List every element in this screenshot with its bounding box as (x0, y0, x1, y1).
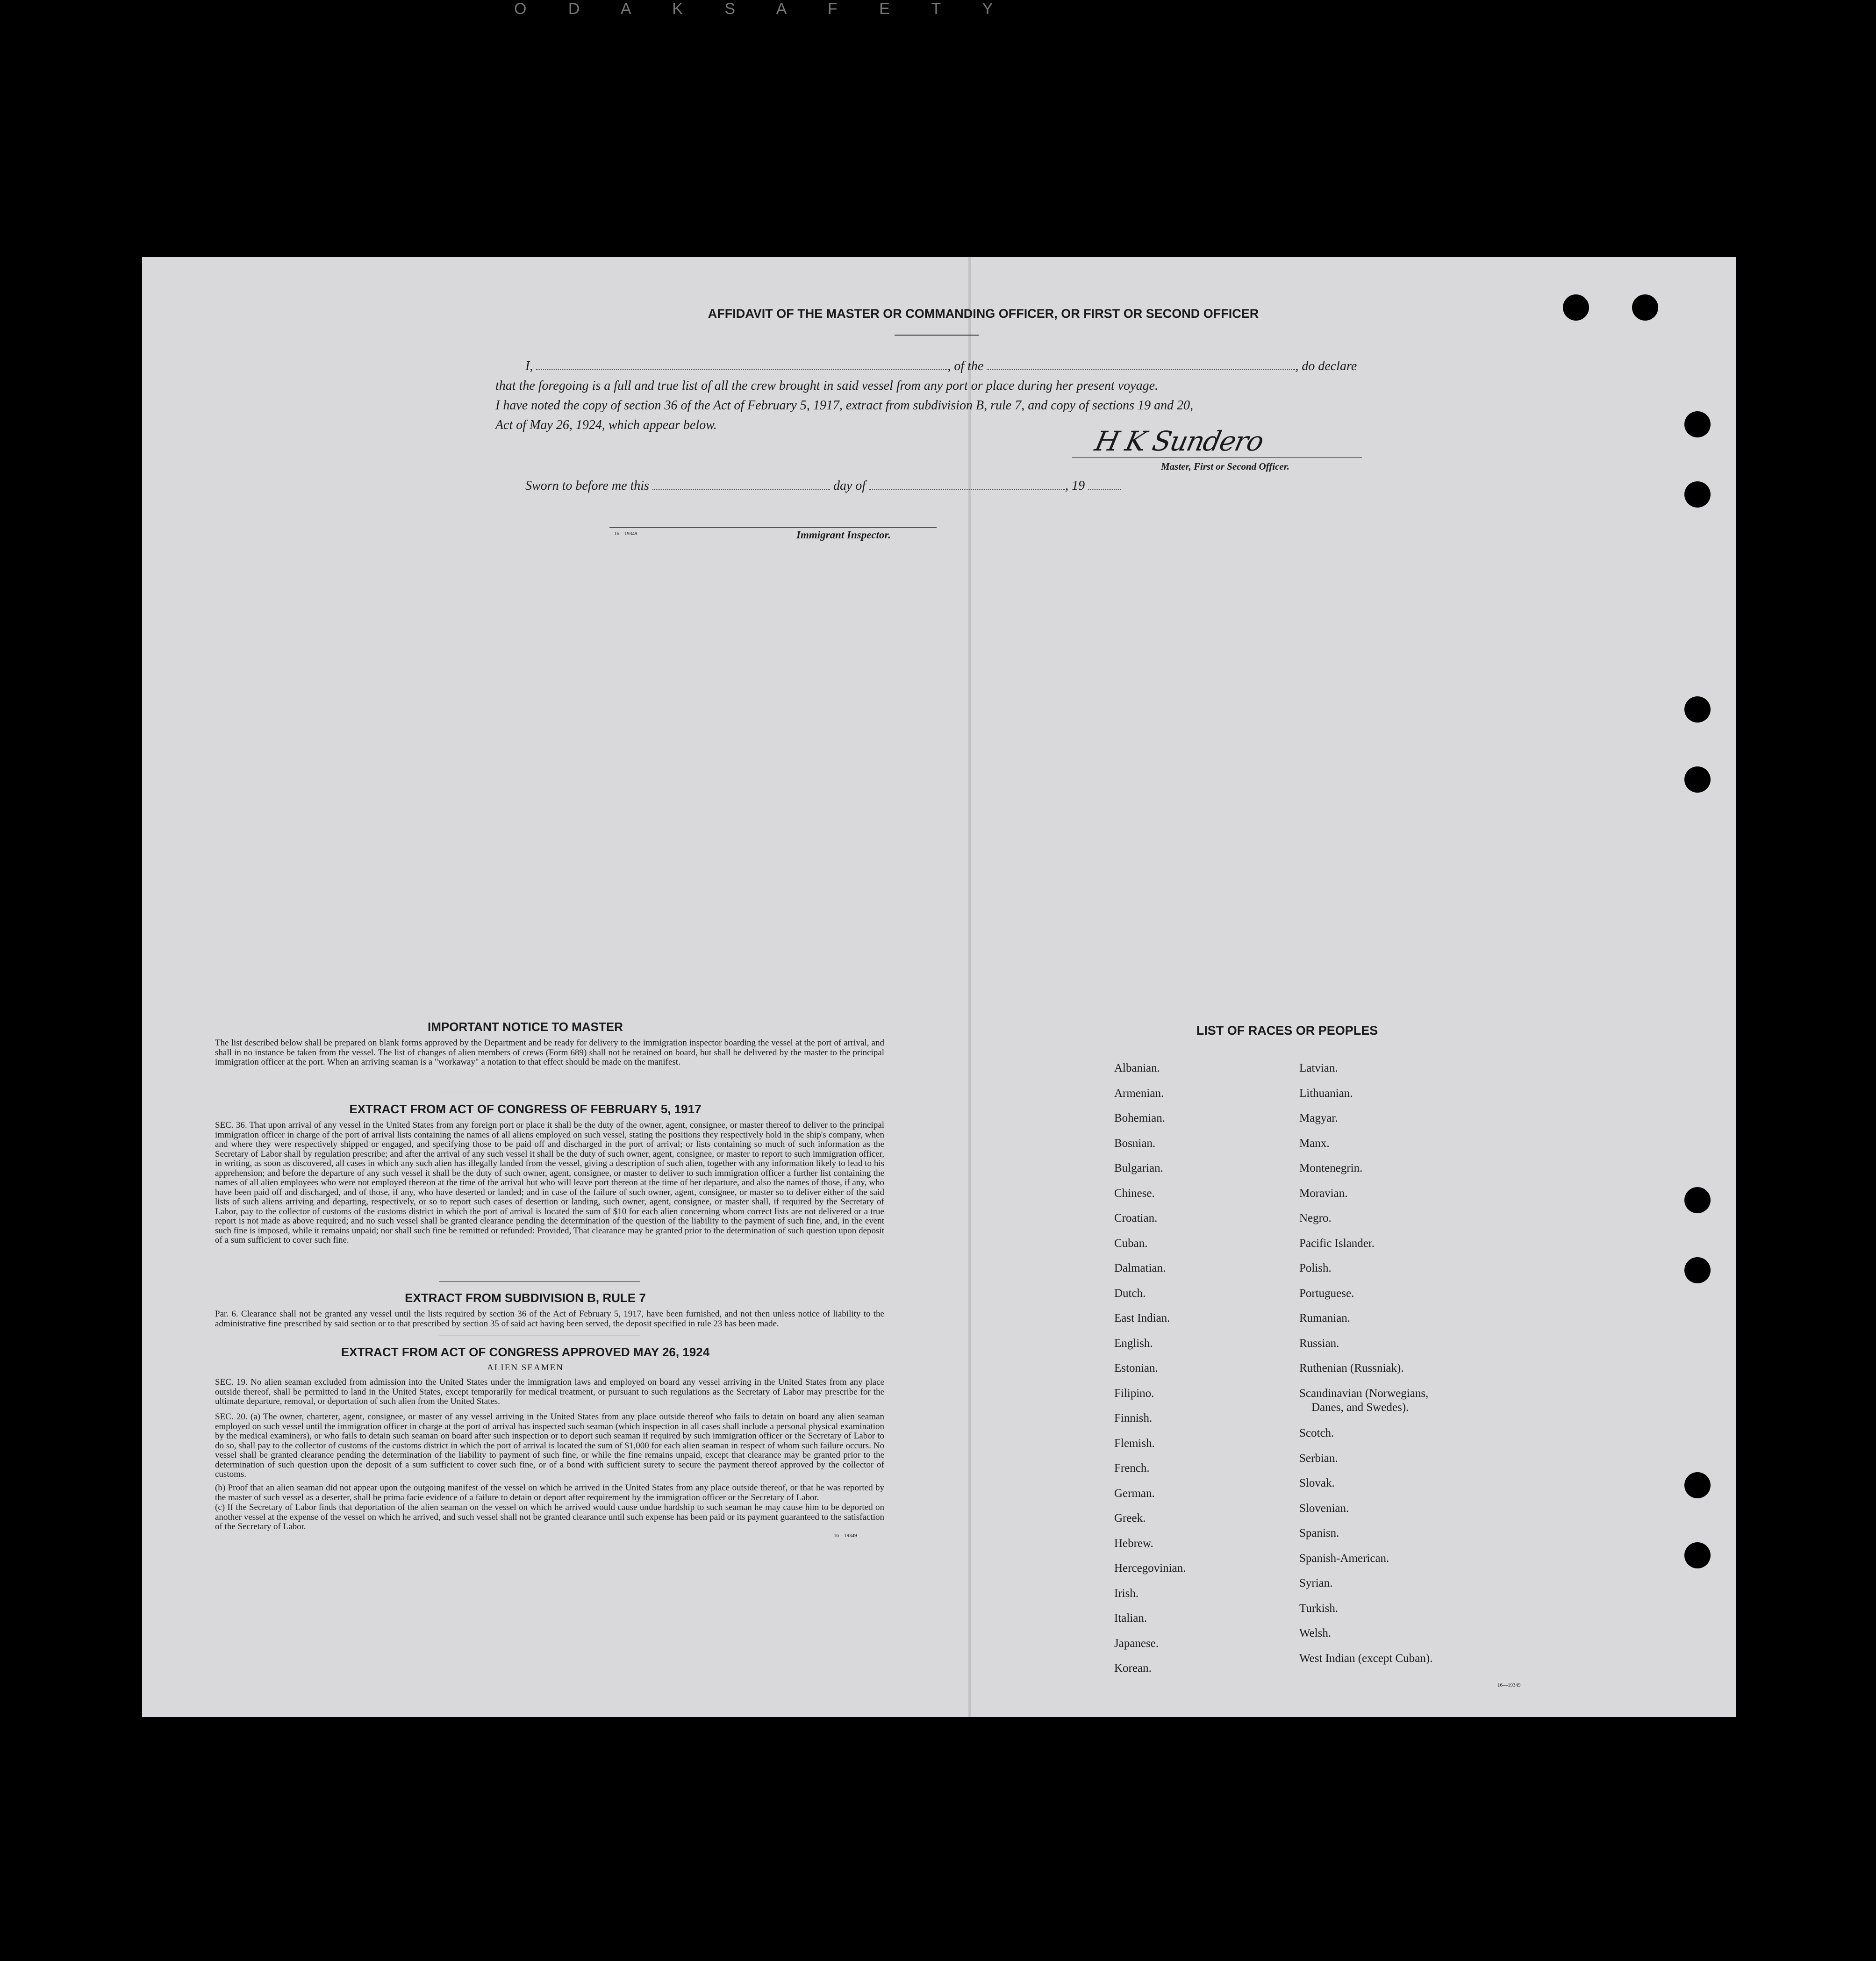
extract-1917-text: SEC. 36. That upon arrival of any vessel in the United States from any foreign port or place it shall be the duty of the owner, agent, consignee, or master thereof to deliver to the principal immigration officer in charge of the port of arrival lists containing the names of all aliens employed on such vessel, stating the positions they respectively hold in the ship's company, when and where they were respectively shipped or engaged, and specifying those to be paid off and discharged in the port of arrival; or lists containing so much of such information as the Secretary of Labor shall by regulation prescribe; and after the arrival of any such vessel it shall be the duty of such owner, agent, consignee, or master to report to such immigration officer, in writing, as soon as discovered, all cases in which any such alien has illegally landed from the vessel, giving a description of such alien, together with any information likely to lead to his apprehension; and before the departure of any such vessel it shall be the duty of such owner, agent, consignee, or master to deliver to such immigration officer a further list containing the names of all alien employees who were not employed thereon at the time of the arrival but who will leave port thereon at the time of her departure, and also the names of those, if any, who have been paid off and discharged, and of those, if any, who have deserted or landed; and in case of the failure of such owner, agent, consignee, or master so to deliver either of the said lists of such aliens arriving and departing, respectively, or so to report such cases of desertion or landing, such owner, agent, consignee, or master shall, if required by the Secretary of Labor, pay to the collector of customs of the customs district in which the port of arrival is located the sum of $10 for each alien concerning whom correct lists are not delivered or a true report is not made as above required; and no such vessel shall be granted clearance pending the determination of the question of the liability to the payment of such fine, and, in the event such fine is imposed, while it remains unpaid; nor shall such fine be remitted or refunded: Provided, That clearance may be granted prior to the determination of such question upon deposit of a sum sufficient to cover such fine. (215, 1120, 884, 1245)
extract-1917-title: EXTRACT FROM ACT OF CONGRESS OF FEBRUARY 5, 1917 (349, 1102, 702, 1116)
race-item: Manx. (1299, 1137, 1330, 1150)
document-page (142, 257, 1736, 1717)
race-item: Slovak. (1299, 1477, 1335, 1489)
inspector-label: Immigrant Inspector. (796, 529, 891, 541)
extract-1924-title: EXTRACT FROM ACT OF CONGRESS APPROVED MAY 26, 1924 (341, 1345, 710, 1359)
punch-hole (1684, 1542, 1711, 1568)
race-item: West Indian (except Cuban). (1299, 1652, 1433, 1665)
race-item: Croatian. (1114, 1212, 1158, 1224)
sec20a-text: SEC. 20. (a) The owner, charterer, agent, consignee, or master of any vessel arriving in the United States from any place outside thereof who fails to detain on board any alien seaman employed on such vessel until the immigration officer in charge at the port of arrival has inspected such seaman (which inspection in all cases shall include a personal physical examination by the medical examiners), or who fails to detain such seaman on board after such inspection or to deport such seaman if required by such immigration officer or the Secretary of Labor to do so, shall pay to the collector of customs of the customs district in which the port of arrival is located the sum of $1,000 for each alien seaman in respect of whom such failure occurs. No vessel shall be granted clearance pending the determination of the liability to payment of such fine, or while the fine remains unpaid, except that clearance may be granted prior to the determination of such question upon the deposit of a sum sufficient to cover such fine, or of a bond with sufficient surety to secure the payment thereof approved by the collector of customs. (215, 1412, 884, 1480)
race-item: Bohemian. (1114, 1112, 1166, 1124)
race-item: Serbian. (1299, 1452, 1338, 1465)
race-item: Spanisn. (1299, 1527, 1339, 1539)
notice-text: The list described below shall be prepared on blank forms approved by the Department and be ready for delivery to the immigration inspector boarding the vessel at the port of arrival, and shall in no instance be taken from the vessel. The list of changes of alien members of crews (Form 689) shall not be retained on board, but shall be delivered by the master to the principal immigration officer at the port. When an arriving seaman is a "workaway" a notation to that effect should be made on the manifest. (215, 1038, 884, 1067)
page-fold (968, 257, 971, 1717)
affidavit-line4: Act of May 26, 1924, which appear below. (495, 418, 717, 432)
races-form-number: 16—19349 (1497, 1682, 1521, 1688)
race-item: Danes, and Swedes). (1311, 1401, 1409, 1414)
race-item: Welsh. (1299, 1627, 1332, 1639)
sec19-text: SEC. 19. No alien seaman excluded from admission into the United States under the immigration laws and employed on board any vessel arriving in the United States from any place outside thereof, shall be permitted to land in the United States, except temporarily for medical treatment, or pursuant to such regulations as the Secretary of Labor may prescribe for the ultimate departure, removal, or deportation of such alien from the United States. (215, 1377, 884, 1407)
punch-hole (1684, 1257, 1711, 1283)
race-item: Scotch. (1299, 1427, 1334, 1439)
race-item: French. (1114, 1462, 1150, 1474)
inspector-line (609, 527, 937, 528)
film-edge-label: O D A K S A F E T Y (514, 0, 1012, 18)
race-item: Hercegovinian. (1114, 1562, 1186, 1575)
punch-hole (1632, 294, 1658, 321)
race-item: Moravian. (1299, 1187, 1348, 1200)
race-item: Bulgarian. (1114, 1162, 1163, 1174)
race-item: English. (1114, 1337, 1153, 1350)
race-item: Korean. (1114, 1662, 1152, 1675)
affidavit-i: I, (525, 359, 533, 373)
sec20c-text: (c) If the Secretary of Labor finds that deportation of the alien seaman on the vessel on which he arrived would cause undue hardship to such seaman he may cause him to be deported on another vessel at the expense of the vessel on which he arrived, and such vessel shall not be granted clearance until such expense has been paid or its payment guaranteed to the satisfaction of the Secretary of Labor. (215, 1503, 884, 1532)
races-title: LIST OF RACES OR PEOPLES (1196, 1023, 1378, 1038)
race-item: Flemish. (1114, 1437, 1155, 1450)
affidavit-form-number: 16—19349 (614, 531, 637, 537)
race-item: Ruthenian (Russniak). (1299, 1362, 1404, 1374)
race-item: Dalmatian. (1114, 1262, 1166, 1274)
signature-title: Master, First or Second Officer. (1161, 461, 1289, 472)
race-item: Magyar. (1299, 1112, 1338, 1124)
race-item: Greek. (1114, 1512, 1146, 1524)
master-signature: H K Sundero (1092, 425, 1266, 457)
sec20b-text: (b) Proof that an alien seaman did not appear upon the outgoing manifest of the vessel on which he arrived in the United States from any place outside thereof, or that he was reported by the master of such vessel as a deserter, shall be prima facie evidence of a failure to detain or deport after requirement by the immigration officer or the Secretary of Labor. (215, 1483, 884, 1503)
race-item: Dutch. (1114, 1287, 1146, 1300)
race-item: Pacific Islander. (1299, 1237, 1375, 1250)
race-item: East Indian. (1114, 1312, 1170, 1324)
race-item: Filipino. (1114, 1387, 1154, 1400)
race-item: Japanese. (1114, 1637, 1159, 1650)
punch-hole (1684, 696, 1711, 723)
race-item: Bosnian. (1114, 1137, 1156, 1150)
race-item: Slovenian. (1299, 1502, 1349, 1515)
race-item: German. (1114, 1487, 1155, 1500)
section-rule (439, 1281, 640, 1282)
race-item: Spanish-American. (1299, 1552, 1389, 1565)
race-item: Estonian. (1114, 1362, 1158, 1374)
race-item: Finnish. (1114, 1412, 1153, 1424)
race-item: Albanian. (1114, 1062, 1160, 1074)
race-item: Armenian. (1114, 1087, 1164, 1100)
punch-hole (1684, 411, 1711, 437)
year-text: , 19 (1065, 479, 1085, 493)
race-item: Turkish. (1299, 1602, 1339, 1615)
month-blank (869, 489, 1065, 490)
race-item: Montenegrin. (1299, 1162, 1363, 1174)
race-item: Syrian. (1299, 1577, 1333, 1589)
vessel-blank (987, 369, 1295, 370)
punch-hole (1684, 1187, 1711, 1213)
race-item: Lithuanian. (1299, 1087, 1353, 1100)
year-blank (1088, 489, 1121, 490)
title-underline (895, 335, 979, 336)
race-item: Irish. (1114, 1587, 1139, 1600)
extract-1924-subtitle: ALIEN SEAMEN (487, 1363, 564, 1373)
day-of-text: day of (833, 479, 866, 493)
affidavit-line2: that the foregoing is a full and true list of all the crew brought in said vessel from any port or place during her present voyage. (495, 379, 1159, 393)
race-item: Latvian. (1299, 1062, 1338, 1074)
race-item: Italian. (1114, 1612, 1147, 1625)
punch-hole (1684, 481, 1711, 508)
race-item: Russian. (1299, 1337, 1339, 1350)
extract-form-number: 16—19349 (834, 1533, 857, 1539)
day-blank (652, 489, 830, 490)
rule7-title: EXTRACT FROM SUBDIVISION B, RULE 7 (405, 1291, 646, 1305)
punch-hole (1684, 1472, 1711, 1498)
affidavit-line1 (525, 359, 1530, 374)
affidavit-title: AFFIDAVIT OF THE MASTER OR COMMANDING OFFICER, OR FIRST OR SECOND OFFICER (708, 307, 1259, 321)
affidavit-declare: , do declare (1295, 359, 1357, 373)
race-item: Portuguese. (1299, 1287, 1354, 1300)
race-item: Negro. (1299, 1212, 1332, 1224)
notice-title: IMPORTANT NOTICE TO MASTER (428, 1020, 623, 1034)
signature-line (1072, 457, 1362, 458)
race-item: Scandinavian (Norwegians, (1299, 1387, 1429, 1400)
race-item: Hebrew. (1114, 1537, 1153, 1550)
sworn-text: Sworn to before me this (525, 479, 649, 493)
race-item: Polish. (1299, 1262, 1332, 1274)
sworn-line (525, 479, 1180, 494)
affidavit-of-the: , of the (947, 359, 984, 373)
punch-hole (1684, 766, 1711, 793)
name-blank (536, 369, 947, 370)
affidavit-line3: I have noted the copy of section 36 of the Act of February 5, 1917, extract from subdivision B, rule 7, and copy of sections 19 and 20, (495, 398, 1194, 413)
punch-hole (1563, 294, 1589, 321)
race-item: Rumanian. (1299, 1312, 1351, 1324)
race-item: Cuban. (1114, 1237, 1148, 1250)
rule7-text: Par. 6. Clearance shall not be granted any vessel until the lists required by section 36 of the Act of February 5, 1917, have been furnished, and not then unless notice of liability to the administrative fine prescribed by said section or to that prescribed by section 35 of said act having been served, the deposit specified in rule 23 has been made. (215, 1309, 884, 1329)
race-item: Chinese. (1114, 1187, 1155, 1200)
